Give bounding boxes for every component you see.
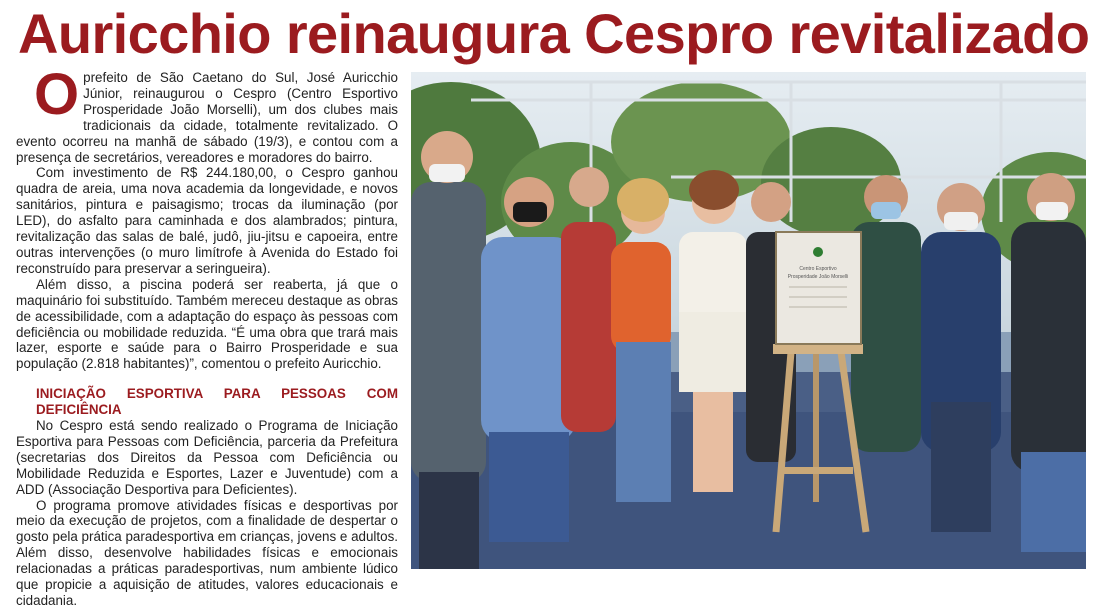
- event-photo: [411, 72, 1086, 569]
- article-paragraph: O programa promove atividades físicas e desportivas por meio da execução de projetos, com a finalidade de despertar o gosto pela prática paradesportiva em crianças, jovens e adultos. Além disso, desenvolve habilidades físicas e emocionais relacionadas a práticas paradesportivas, num ambiente lúdico que propicie a aquisição de atitudes, valores educacionais e cidadania.: [16, 497, 398, 608]
- drop-cap: O: [34, 62, 80, 127]
- section-subhead: INICIAÇÃO ESPORTIVA PARA PESSOAS COM DEFICIÊNCIA: [36, 386, 398, 418]
- plaque-line-2: Prosperidade João Morselli: [787, 274, 849, 280]
- article-paragraph: Além disso, a piscina poderá ser reaberta, já que o maquinário foi substituído. Também mereceu destaque as obras de acessibilidade, com a adaptação do espaço às pessoas com deficiência ou mobilidade reduzida. “É uma obra que trará mais lazer, esporte e saúde para o Bairro Prosperidade e sua população (2.818 habitantes)”, comentou o prefeito Auricchio.: [16, 276, 398, 372]
- plaque-line-1: Centro Esportivo: [799, 266, 837, 272]
- article-body: [16, 62, 398, 608]
- headline: Auricchio reinaugura Cespro revitalizado: [18, 2, 1090, 65]
- photo-illustration: [411, 72, 1086, 569]
- article-paragraph: No Cespro está sendo realizado o Programa de Iniciação Esportiva para Pessoas com Deficiência, parceria da Prefeitura (secretarias dos Direitos da Pessoa com Deficiência ou Mobilidade Reduzida e Esportes, Lazer e Juventude) com a ADD (Associação Desportiva para Deficientes).: [16, 418, 398, 497]
- article-paragraph: Com investimento de R$ 244.180,00, o Cespro ganhou quadra de areia, uma nova academia da longevidade, e novos sanitários, pintura e paisagismo; trocas da iluminação (por LED), do asfalto para caminhada e dos alambrados; pintura, revitalização das salas de balé, judô, jiu-jitsu e capoeira, entre outras intervenções (o muro limítrofe à Avenida do Estado foi reconstruído para preservar a seringueira).: [16, 165, 398, 276]
- article-paragraph: prefeito de São Caetano do Sul, José Auricchio Júnior, reinaugurou o Cespro (Centro Esportivo Prosperidade João Morselli), um dos clubes mais tradicionais da cidade, totalmente revitalizado. O evento ocorreu na manhã de sábado (19/3), e contou com a presença de secretários, vereadores e moradores do bairro.: [16, 70, 398, 165]
